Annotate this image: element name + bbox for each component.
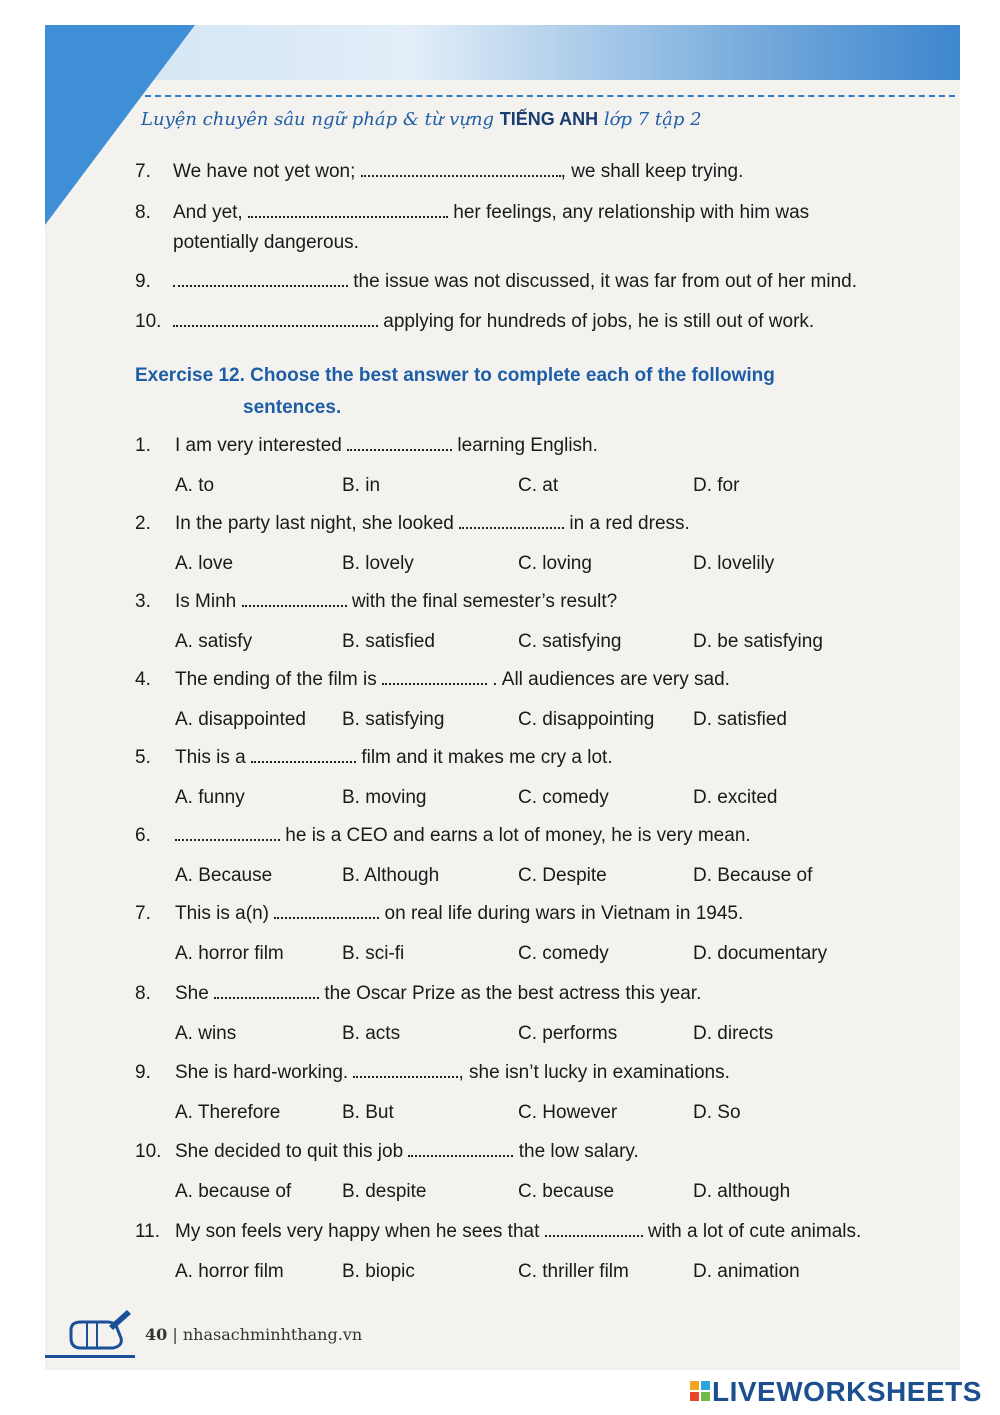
question-7 xyxy=(135,903,743,925)
question-number: 4. xyxy=(135,669,151,690)
option-c[interactable]: C. satisfying xyxy=(518,631,622,652)
option-d[interactable]: D. So xyxy=(693,1102,741,1123)
option-b[interactable]: B. sci-fi xyxy=(342,943,405,964)
answer-blank[interactable] xyxy=(251,749,356,763)
option-c[interactable]: C. thriller film xyxy=(518,1261,629,1282)
question-text-after: the Oscar Prize as the best actress this year. xyxy=(324,983,702,1004)
question-10 xyxy=(135,1141,639,1163)
question-text-after: the low salary. xyxy=(518,1141,639,1162)
option-a[interactable]: A. satisfy xyxy=(175,631,253,652)
item-number: 8. xyxy=(135,202,151,223)
option-d[interactable]: D. be satisfying xyxy=(693,631,823,652)
question-number: 9. xyxy=(135,1062,151,1083)
footer-site: nhasachminhthang.vn xyxy=(182,1325,363,1344)
question-3 xyxy=(135,591,617,613)
option-b[interactable]: B. satisfied xyxy=(342,631,435,652)
option-b[interactable]: B. in xyxy=(342,475,381,496)
question-text-after: film and it makes me cry a lot. xyxy=(361,747,613,768)
option-b[interactable]: B. Although xyxy=(342,865,440,886)
option-a[interactable]: A. love xyxy=(175,553,234,574)
question-text-after: with the final semester’s result? xyxy=(351,591,618,612)
option-a[interactable]: A. wins xyxy=(175,1023,237,1044)
question-text-after: with a lot of cute animals. xyxy=(647,1221,862,1242)
option-c[interactable]: C. at xyxy=(518,475,559,496)
answer-blank[interactable] xyxy=(353,1064,458,1078)
question-text-before: She xyxy=(175,983,209,1004)
question-3-options xyxy=(175,631,875,655)
item-text-after: her feelings, any relationship with him was xyxy=(453,202,810,223)
option-a[interactable]: A. Because xyxy=(175,865,273,886)
option-d[interactable]: D. satisfied xyxy=(693,709,787,730)
book-page xyxy=(45,25,960,1370)
question-9 xyxy=(135,1062,730,1084)
item-number: 9. xyxy=(135,271,151,292)
answer-blank[interactable] xyxy=(361,163,561,177)
answer-blank[interactable] xyxy=(248,204,448,218)
footer-separator: | xyxy=(172,1325,178,1344)
answer-blank[interactable] xyxy=(175,827,280,841)
footer-rule xyxy=(45,1355,135,1358)
header-title-prefix: Luyện chuyên sâu ngữ pháp & từ vựng xyxy=(141,109,495,130)
option-b[interactable]: B. satisfying xyxy=(342,709,445,730)
item-text-before: And yet, xyxy=(173,202,243,223)
question-text-after: , she isn’t lucky in examinations. xyxy=(458,1062,730,1083)
question-5 xyxy=(135,747,613,769)
answer-blank[interactable] xyxy=(214,985,319,999)
question-text-after: in a red dress. xyxy=(569,513,690,534)
question-1-options xyxy=(175,475,875,499)
option-a[interactable]: A. because of xyxy=(175,1181,292,1202)
question-11 xyxy=(135,1221,861,1243)
option-b[interactable]: B. But xyxy=(342,1102,394,1123)
question-number: 11. xyxy=(135,1221,161,1242)
prev-item-8 xyxy=(135,202,809,224)
question-number: 6. xyxy=(135,825,151,846)
question-number: 3. xyxy=(135,591,151,612)
question-number: 5. xyxy=(135,747,151,768)
question-2 xyxy=(135,513,690,535)
question-number: 2. xyxy=(135,513,151,534)
question-2-options xyxy=(175,553,875,577)
exercise-12-title: Exercise 12. Choose the best answer to complete each of the following xyxy=(135,365,775,386)
item-text-before: We have not yet won; xyxy=(173,161,356,182)
liveworksheets-logo-icon xyxy=(690,1381,710,1401)
option-d[interactable]: D. although xyxy=(693,1181,791,1202)
question-5-options xyxy=(175,787,875,811)
prev-item-9 xyxy=(135,271,857,293)
item-text-after: the issue was not discussed, it was far from out of her mind. xyxy=(353,271,858,292)
question-11-options xyxy=(175,1261,875,1285)
question-number: 8. xyxy=(135,983,151,1004)
option-a[interactable]: A. Therefore xyxy=(175,1102,281,1123)
page-number: 40 xyxy=(145,1325,168,1344)
question-4 xyxy=(135,669,730,691)
item-number: 10. xyxy=(135,311,162,332)
answer-blank[interactable] xyxy=(459,515,564,529)
header-title-suffix: lớp 7 tập 2 xyxy=(603,109,702,130)
brand-text: LIVEWORKSHEETS xyxy=(712,1376,982,1407)
answer-blank[interactable] xyxy=(173,273,348,287)
question-text-before: In the party last night, she looked xyxy=(175,513,454,534)
question-number: 10. xyxy=(135,1141,162,1162)
option-a[interactable]: A. disappointed xyxy=(175,709,306,730)
question-text-before: My son feels very happy when he sees that xyxy=(175,1221,540,1242)
question-6 xyxy=(135,825,751,847)
answer-blank[interactable] xyxy=(274,905,379,919)
option-c[interactable]: C. disappointing xyxy=(518,709,655,730)
item-text-after: applying for hundreds of jobs, he is still out of work. xyxy=(383,311,815,332)
option-c[interactable]: C. Despite xyxy=(518,865,607,886)
question-6-options xyxy=(175,865,875,889)
option-b[interactable]: B. lovely xyxy=(342,553,414,574)
question-8 xyxy=(135,983,701,1005)
question-4-options xyxy=(175,709,875,733)
answer-blank[interactable] xyxy=(242,593,347,607)
question-text-before: The ending of the film is xyxy=(175,669,377,690)
question-9-options xyxy=(175,1102,875,1126)
option-d[interactable]: D. documentary xyxy=(693,943,828,964)
answer-blank[interactable] xyxy=(173,313,378,327)
question-text-before: This is a(n) xyxy=(175,903,269,924)
option-d[interactable]: D. directs xyxy=(693,1023,774,1044)
question-8-options xyxy=(175,1023,875,1047)
option-b[interactable]: B. moving xyxy=(342,787,427,808)
option-c[interactable]: C. comedy xyxy=(518,787,609,808)
option-c[interactable]: C. loving xyxy=(518,553,592,574)
option-b[interactable]: B. acts xyxy=(342,1023,401,1044)
option-a[interactable]: A. funny xyxy=(175,787,245,808)
header-dashed-rule xyxy=(145,95,955,97)
hand-writing-icon xyxy=(67,1308,133,1352)
question-text-after: on real life during wars in Vietnam in 1945. xyxy=(384,903,744,924)
option-b[interactable]: B. despite xyxy=(342,1181,427,1202)
question-1 xyxy=(135,435,598,457)
header-title-bold: TIẾNG ANH xyxy=(499,109,599,129)
question-text-after: learning English. xyxy=(457,435,598,456)
answer-blank[interactable] xyxy=(408,1143,513,1157)
option-d[interactable]: D. excited xyxy=(693,787,778,808)
question-text-before: I am very interested xyxy=(175,435,342,456)
item-text-after: , we shall keep trying. xyxy=(560,161,744,182)
question-text-after: . All audiences are very sad. xyxy=(492,669,730,690)
prev-item-10 xyxy=(135,311,814,333)
page-header-title xyxy=(141,109,702,130)
question-7-options xyxy=(175,943,875,967)
prev-item-8-continued: potentially dangerous. xyxy=(173,232,359,253)
option-a[interactable]: A. horror film xyxy=(175,943,284,964)
option-d[interactable]: D. Because of xyxy=(693,865,813,886)
option-c[interactable]: C. because xyxy=(518,1181,615,1202)
prev-item-7 xyxy=(135,161,743,183)
option-c[interactable]: C. performs xyxy=(518,1023,618,1044)
option-a[interactable]: A. to xyxy=(175,475,215,496)
option-d[interactable]: D. lovelily xyxy=(693,553,775,574)
exercise-12-title-continued: sentences. xyxy=(243,397,342,418)
option-b[interactable]: B. biopic xyxy=(342,1261,415,1282)
option-c[interactable]: C. comedy xyxy=(518,943,609,964)
option-d[interactable]: D. animation xyxy=(693,1261,800,1282)
question-text-after: he is a CEO and earns a lot of money, he is very mean. xyxy=(285,825,751,846)
question-text-before: She decided to quit this job xyxy=(175,1141,404,1162)
page-footer xyxy=(145,1325,362,1344)
answer-blank[interactable] xyxy=(545,1223,643,1237)
answer-blank[interactable] xyxy=(347,437,452,451)
question-number: 1. xyxy=(135,435,151,456)
answer-blank[interactable] xyxy=(382,671,487,685)
question-text-before: This is a xyxy=(175,747,246,768)
option-d[interactable]: D. for xyxy=(693,475,740,496)
option-c[interactable]: C. However xyxy=(518,1102,618,1123)
question-text-before: She is hard-working. xyxy=(175,1062,349,1083)
question-10-options xyxy=(175,1181,875,1205)
option-a[interactable]: A. horror film xyxy=(175,1261,284,1282)
question-text-before: Is Minh xyxy=(175,591,237,612)
item-number: 7. xyxy=(135,161,151,182)
question-number: 7. xyxy=(135,903,151,924)
